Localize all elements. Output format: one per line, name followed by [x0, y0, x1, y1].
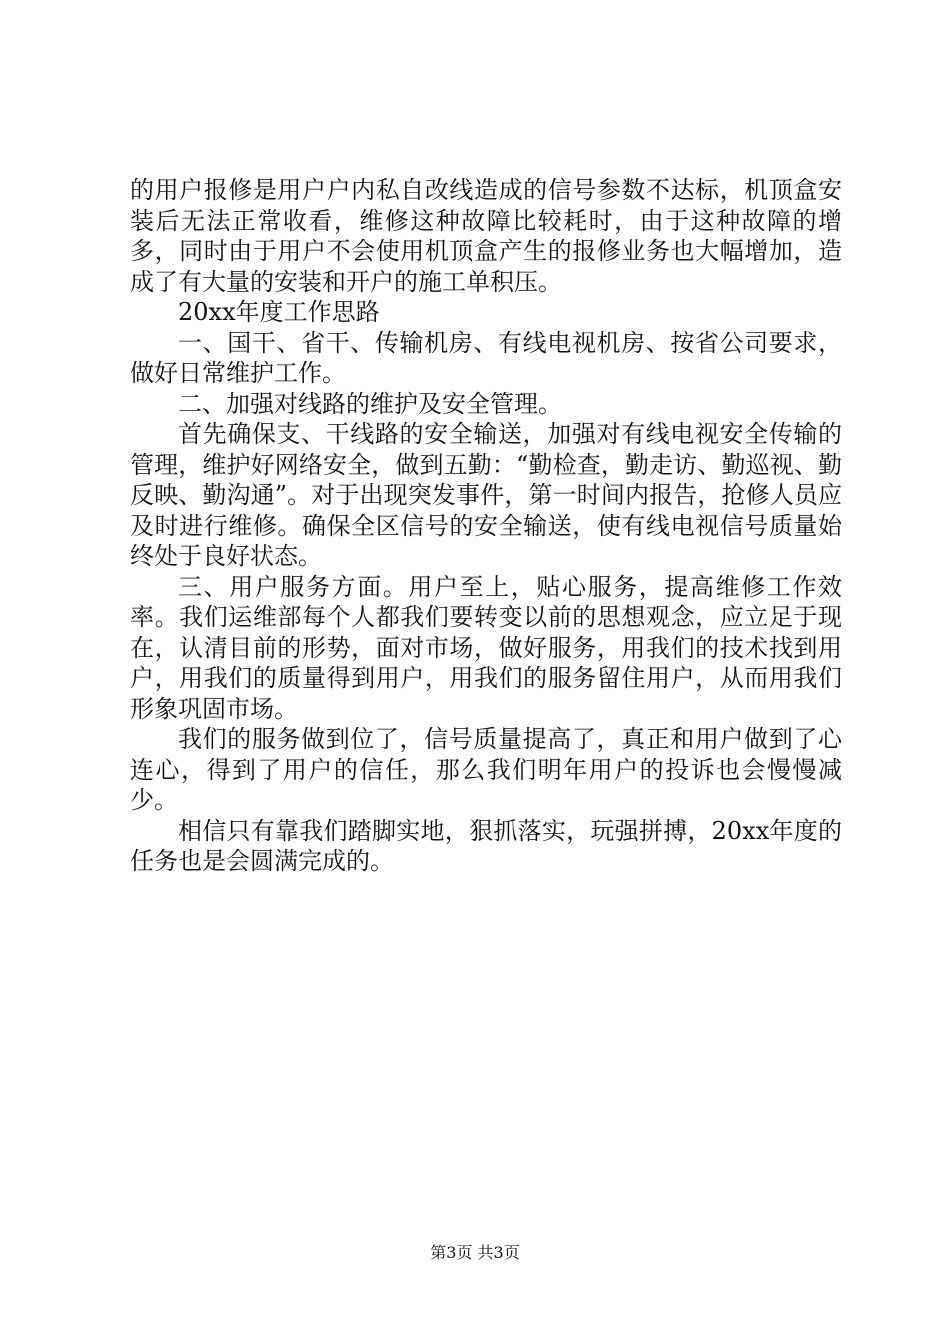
paragraph-line-safety: 首先确保支、干线路的安全输送，加强对有线电视安全传输的管理，维护好网络安全，做到五勤：“勤检查，勤走访、勤巡视、勤反映、勤沟通”。对于出现突发事件，第一时间内报告，抢修人员应及时进行维修。确保全区信号的安全输送，使有线电视信号质量始终处于良好状态。: [130, 420, 842, 570]
document-body: [130, 175, 842, 877]
paragraph-service-quality: 我们的服务做到位了，信号质量提高了，真正和用户做到了心连心，得到了用户的信任，那么我们明年用户的投诉也会慢慢减少。: [130, 725, 842, 814]
paragraph-conclusion: 相信只有靠我们踏脚实地，狠抓落实，玩强拼搏，20xx年度的任务也是会圆满完成的。: [130, 816, 842, 875]
paragraph-item-1: 一、国干、省干、传输机房、有线电视机房、按省公司要求，做好日常维护工作。: [130, 328, 842, 387]
paragraph-item-2: 二、加强对线路的维护及安全管理。: [178, 389, 562, 418]
paragraph-continuation: 的用户报修是用户户内私自改线造成的信号参数不达标，机顶盒安装后无法正常收看，维修这种故障比较耗时，由于这种故障的增多，同时由于用户不会使用机顶盒产生的报修业务也大幅增加，造成了有大量的安装和开户的施工单积压。: [130, 176, 842, 296]
section-heading: 20xx年度工作思路: [178, 298, 380, 326]
page-number-label: 第3页 共3页: [430, 1243, 520, 1262]
page-footer: [0, 1243, 950, 1263]
paragraph-item-3: 三、用户服务方面。用户至上，贴心服务，提高维修工作效率。我们运维部每个人都我们要转变以前的思想观念，应立足于现在，认清目前的形势，面对市场，做好服务，用我们的技术找到用户，用我们的质量得到用户，用我们的服务留住用户，从而用我们形象巩固市场。: [130, 572, 842, 723]
